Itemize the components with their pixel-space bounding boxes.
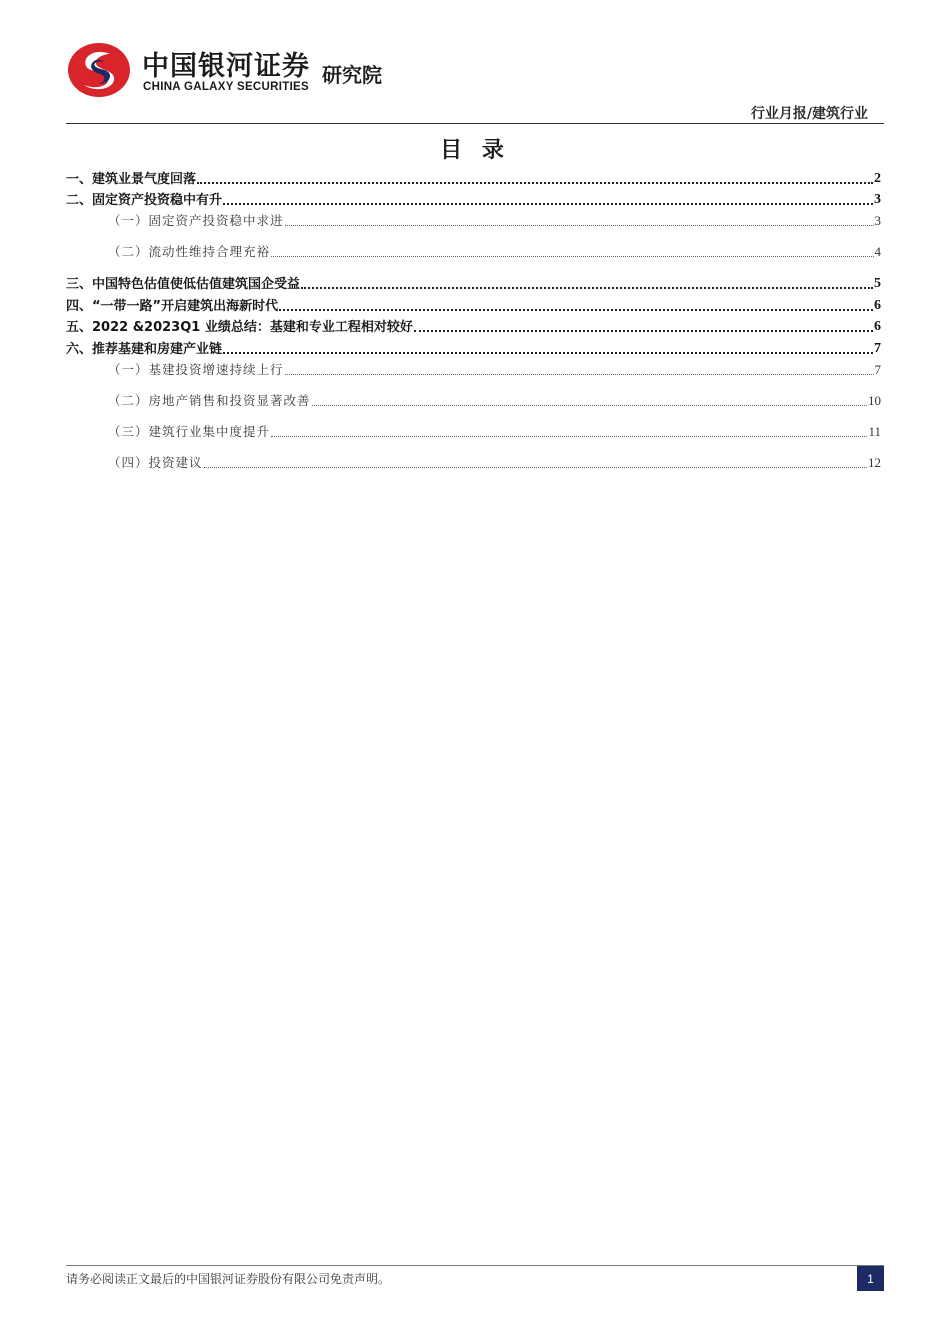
toc-section-link[interactable]	[66, 274, 881, 292]
toc-entry-label: （四）投资建议	[108, 455, 203, 470]
footer-divider	[66, 1265, 884, 1266]
dot-leader	[223, 352, 873, 354]
toc-subsection-link[interactable]	[66, 211, 881, 229]
company-name-en: CHINA GALAXY SECURITIES	[143, 81, 310, 93]
toc-subsection-link[interactable]	[66, 391, 881, 409]
toc-section-link[interactable]	[66, 339, 881, 357]
toc-entry-label: 一、建筑业景气度回落	[66, 172, 197, 187]
toc-entry-label: 二、固定资产投资稳中有升	[66, 193, 223, 208]
toc-entry-page: 3	[874, 213, 881, 228]
toc-entry-page: 4	[874, 244, 881, 259]
dot-leader	[414, 330, 873, 332]
toc-entry-page: 5	[874, 276, 881, 291]
toc-entry-page: 6	[874, 298, 881, 313]
toc-entry-page: 2	[874, 171, 881, 186]
institute-name: 研究院	[322, 63, 382, 87]
toc-subsection-link[interactable]	[66, 242, 881, 260]
toc-section-link[interactable]	[66, 317, 881, 335]
toc-entry-page: 3	[874, 192, 881, 207]
toc-entry-label: （一）基建投资增速持续上行	[108, 362, 284, 377]
toc-subsection-link[interactable]	[66, 453, 881, 471]
toc-subsection-link[interactable]	[66, 422, 881, 440]
disclaimer-note: 请务必阅读正文最后的中国银河证券股份有限公司免责声明。	[66, 1272, 391, 1286]
dot-leader	[271, 436, 867, 437]
page-number-badge: 1	[857, 1266, 884, 1291]
dot-leader	[285, 374, 874, 375]
toc-entry-label: （一）固定资产投资稳中求进	[108, 213, 284, 228]
toc-title: 目 录	[440, 138, 510, 163]
toc-section-link[interactable]	[66, 190, 881, 208]
dot-leader	[279, 309, 873, 311]
header-divider	[66, 123, 884, 124]
toc-entry-label: 四、“一带一路”开启建筑出海新时代	[66, 299, 279, 314]
toc-entry-label: 五、2022 &2023Q1 业绩总结：基建和专业工程相对较好	[66, 320, 413, 335]
toc-entry-label: 三、中国特色估值使低估值建筑国企受益	[66, 277, 301, 292]
dot-leader	[204, 467, 867, 468]
toc-entry-label: （二）流动性维持合理充裕	[108, 244, 271, 259]
dot-leader	[301, 287, 873, 289]
toc-entry-page: 7	[874, 341, 881, 356]
dot-leader	[312, 405, 867, 406]
toc-section-link[interactable]	[66, 296, 881, 314]
toc-entry-page: 11	[868, 424, 881, 439]
dot-leader	[197, 182, 873, 184]
toc-entry-page: 6	[874, 319, 881, 334]
toc-subsection-link[interactable]	[66, 360, 881, 378]
dot-leader	[223, 203, 873, 205]
toc-entry-page: 10	[868, 393, 881, 408]
page-header	[66, 38, 884, 128]
dot-leader	[285, 225, 874, 226]
toc-entry-page: 7	[874, 362, 881, 377]
company-name-cn: 中国银河证券	[142, 51, 310, 82]
galaxy-swirl-logo-icon	[66, 40, 132, 100]
toc-section-link[interactable]	[66, 169, 881, 187]
toc-entry-label: （三）建筑行业集中度提升	[108, 424, 271, 439]
toc-entry-label: 六、推荐基建和房建产业链	[66, 342, 223, 357]
report-type-label: 行业月报/建筑行业	[750, 106, 868, 122]
dot-leader	[271, 256, 873, 257]
toc-entry-page: 12	[868, 455, 881, 470]
toc-entry-label: （二）房地产销售和投资显著改善	[108, 393, 311, 408]
